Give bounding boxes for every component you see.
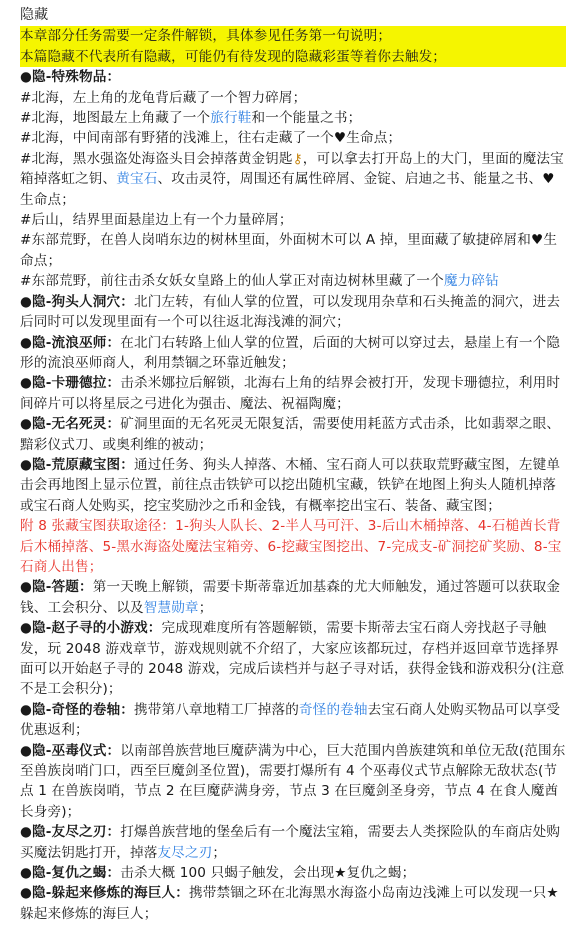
paragraph: #后山，结界里面悬崖边上有一个力量碎屑； <box>20 212 293 229</box>
paragraph: #北海，黑水强盗处海盗头目会掉落黄金钥匙⚷，可以拿去打开岛上的大门，里面的魔法宝箱掉落虹之钥、黄宝石、攻击灵符，周围还有属性碎屑、金锭、启迪之书、能量之书、♥生命点； <box>20 150 564 208</box>
item-link-wisdom-medal[interactable]: 智慧勋章 <box>143 599 199 616</box>
paragraph: #东部荒野，在兽人岗哨东边的树林里面，外面树木可以 A 掉，里面藏了敏捷碎屑和♥生命点； <box>20 232 558 269</box>
note-line-1: 本章部分任务需要一定条件解锁，具体参见任务第一句说明； <box>20 26 566 46</box>
item-link-strange-scroll[interactable]: 奇怪的卷轴 <box>298 701 368 718</box>
key-icon: ⚷ <box>292 150 303 167</box>
paragraph: ●隐-答题：第一天晚上解锁，需要卡斯蒂靠近加基森的尤大师触发，通过答题可以获取金钱、工会积分、以及智慧勋章； <box>20 579 561 616</box>
paragraph: #北海，左上角的龙龟背后藏了一个智力碎屑； <box>20 89 307 106</box>
map-sources-note: 附 8 张藏宝图获取途径：1-狗头人队长、2-半人马可汗、3-后山木桶掉落、4-石槌酋长背后木桶掉落、5-黑水海盗处魔法宝箱旁、6-挖藏宝图挖出、7-完成支-矿洞挖矿奖励、8-宝石商人出售； <box>20 518 562 575</box>
paragraph: ●隐-友尽之刃：打爆兽族营地的堡垒后有一个魔法宝箱，需要去人类探险队的车商店处购买魔法钥匙打开，掉落友尽之刃； <box>20 824 561 861</box>
item-link-friend-blade[interactable]: 友尽之刃 <box>157 844 213 861</box>
paragraph: ●隐-流浪巫师：在北门右转路上仙人掌的位置，后面的大树可以穿过去，悬崖上有一个隐形的流浪巫师商人，利用禁锢之环靠近触发； <box>20 334 561 371</box>
item-link-travel-shoes[interactable]: 旅行鞋 <box>210 110 252 127</box>
note-line-2: 本篇隐藏不代表所有隐藏，可能仍有待发现的隐藏彩蛋等着你去触发； <box>20 47 566 67</box>
paragraph: ●隐-赵子寻的小游戏：完成现难度所有答题解锁，需要卡斯蒂去宝石商人旁找赵子寻触发，玩 2048 游戏章节，游戏规则就不介绍了，大家应该都玩过，存档并返回章节选择界面可以开始赵子寻的 2048 游戏，完成后读档并与赵子寻对话，获得金钱和游戏积分(注意不是工会积分)； <box>20 620 565 698</box>
paragraph: ●隐-复仇之蝎：击杀大概 100 只蝎子触发，会出现★复仇之蝎； <box>20 865 416 882</box>
paragraph: ●隐-奇怪的卷轴：携带第八章地精工厂掉落的奇怪的卷轴去宝石商人处购买物品可以享受优惠返利； <box>20 701 561 739</box>
item-link-yellow-gem[interactable]: 黄宝石 <box>116 171 158 188</box>
paragraph: ●隐-巫毒仪式：以南部兽族营地巨魔萨满为中心，巨大范围内兽族建筑和单位无敌(范围东至兽族岗哨门口，西至巨魔剑圣位置)，需要打爆所有 4 个巫毒仪式节点解除无敌状态(节点 1 在兽族岗哨，节点 2 在巨魔萨满身旁，节点 3 在巨魔剑圣身旁，节点 4 在食人魔酋长身旁)； <box>20 742 566 820</box>
heart-icon: ♥ <box>530 232 544 249</box>
paragraph: ●隐-躲起来修炼的海巨人：携带禁锢之环在北海黑水海盗小岛南边浅滩上可以发现一只★躲起来修炼的海巨人； <box>20 885 559 922</box>
paragraph: ●隐-无名死灵：矿洞里面的无名死灵无限复活，需要使用耗蓝方式击杀，比如翡翠之眼、黯彩仪式刀、或奥利维的被动； <box>20 416 561 453</box>
star-icon: ★ <box>334 865 347 882</box>
paragraph: ●隐-卡珊德拉：击杀米娜拉后解锁，北海右上角的结界会被打开，发现卡珊德拉，利用时间碎片可以将星辰之弓进化为强击、魔法、祝福陶魔； <box>20 375 561 412</box>
page-title: 隐藏 <box>20 7 49 23</box>
paragraph: ●隐-荒原藏宝图：通过任务、狗头人掉落、木桶、宝石商人可以获取荒野藏宝图，左键单击会再地图上显示位置，前往点击铁铲可以挖出随机宝藏，铁铲在地图上狗头人随机掉落或宝石商人处购买，挖宝奖励沙之币和金钱，有概率挖出宝石、装备、藏宝图； <box>20 456 561 514</box>
heart-icon: ♥ <box>333 130 347 147</box>
paragraph: #东部荒野，前往击杀女妖女皇路上的仙人掌正对南边树林里藏了一个魔力碎钻 <box>20 273 499 290</box>
paragraph: #北海，中间南部有野猪的浅滩上，往右走藏了一个♥生命点； <box>20 130 402 147</box>
paragraph: ●隐-狗头人洞穴：北门左转，有仙人掌的位置，可以发现用杂草和石头掩盖的洞穴，进去后同时可以发现里面有一个可以往返北海浅滩的洞穴； <box>20 293 561 331</box>
paragraph: #北海，地图最左上角藏了一个旅行鞋和一个能量之书； <box>20 110 362 127</box>
star-icon: ★ <box>546 885 559 902</box>
heart-icon: ♥ <box>542 171 555 188</box>
section-heading-special-items: ●隐-特殊物品： <box>20 69 121 86</box>
item-link-mana-shard[interactable]: 魔力碎钻 <box>443 273 499 290</box>
